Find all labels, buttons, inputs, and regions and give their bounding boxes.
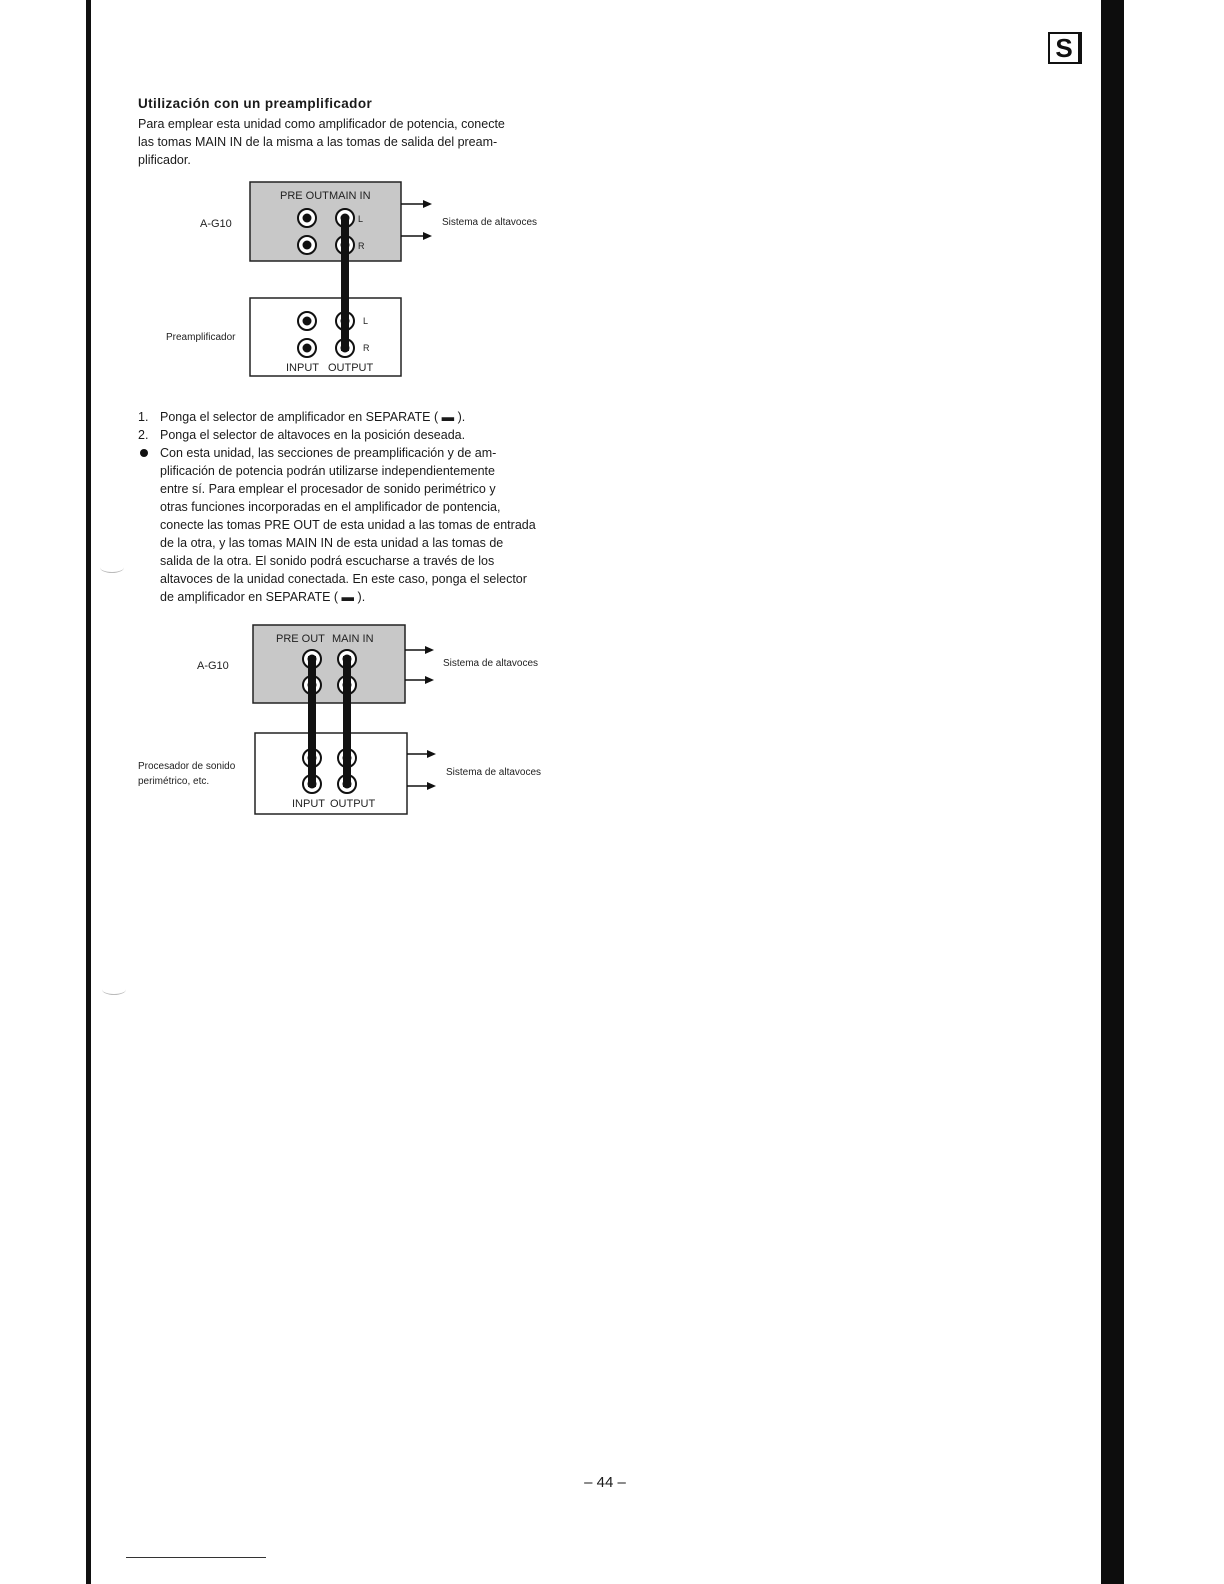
page-number: – 44 –	[584, 1474, 626, 1491]
bullet-icon	[140, 449, 148, 457]
section-heading: Utilización con un preamplificador	[138, 96, 373, 111]
instruction-list	[138, 408, 578, 606]
intro-paragraph	[138, 115, 568, 169]
speaker-output-arrow-icon	[407, 782, 436, 790]
pre-out-jack-l-icon	[298, 209, 316, 227]
punch-hole-mark	[100, 562, 124, 573]
note-line: plificación de potencia podrán utilizarse independientemente	[160, 464, 495, 478]
channel-r-label: R	[363, 343, 370, 353]
a-g10-label: A-G10	[197, 660, 229, 672]
diagram-preamp-connection	[130, 176, 570, 386]
main-in-label: MAIN IN	[329, 190, 371, 202]
scan-edge-left	[86, 0, 91, 1584]
footer-rule	[126, 1557, 266, 1558]
input-jack-r-icon	[298, 339, 316, 357]
note-line: conecte las tomas PRE OUT de esta unidad a las tomas de entrada	[160, 518, 536, 532]
input-label: INPUT	[292, 798, 325, 810]
note-line: otras funciones incorporadas en el amplificador de pontencia,	[160, 500, 501, 514]
note-line: entre sí. Para emplear el procesador de sonido perimétrico y	[160, 482, 496, 496]
speaker-system-label: Sistema de altavoces	[446, 767, 542, 778]
note-line: Con esta unidad, las secciones de preamplificación y de am-	[160, 446, 497, 460]
pre-out-label: PRE OUT	[280, 190, 329, 202]
connection-cable	[308, 656, 316, 787]
speaker-system-label: Sistema de altavoces	[442, 217, 538, 228]
language-badge: S	[1048, 32, 1082, 64]
speaker-output-arrow-icon	[405, 676, 434, 684]
intro-line: plificador.	[138, 153, 191, 167]
preamp-panel	[250, 298, 401, 376]
intro-line: Para emplear esta unidad como amplificador de potencia, conecte	[138, 117, 505, 131]
input-label: INPUT	[286, 362, 319, 374]
processor-label: Procesador de sonido	[138, 761, 236, 772]
pre-out-label: PRE OUT	[276, 633, 325, 645]
note-line: de amplificador en SEPARATE ( ▬ ).	[160, 590, 366, 604]
step-item	[138, 408, 578, 426]
punch-hole-mark	[102, 984, 126, 995]
output-label: OUTPUT	[328, 362, 374, 374]
input-jack-l-icon	[298, 312, 316, 330]
step-text: Ponga el selector de altavoces en la posición deseada.	[160, 428, 466, 442]
step-number: 2.	[138, 428, 149, 442]
speaker-system-label: Sistema de altavoces	[443, 658, 539, 669]
speaker-output-arrow-icon	[401, 232, 432, 240]
note-line: de la otra, y las tomas MAIN IN de esta unidad a las tomas de	[160, 536, 504, 550]
step-item	[138, 426, 578, 444]
pre-out-jack-r-icon	[298, 236, 316, 254]
note-line: salida de la otra. El sonido podrá escucharse a través de los	[160, 554, 495, 568]
diagram-processor-connection	[130, 620, 570, 820]
channel-l-label: L	[358, 214, 364, 224]
connection-cable	[341, 216, 349, 351]
processor-label: perimétrico, etc.	[138, 776, 210, 787]
step-text: Ponga el selector de amplificador en SEPARATE ( ▬ ).	[160, 410, 466, 424]
scan-edge-right	[1101, 0, 1124, 1584]
note-item	[138, 444, 578, 606]
speaker-output-arrow-icon	[407, 750, 436, 758]
channel-l-label: L	[363, 316, 369, 326]
channel-r-label: R	[358, 241, 365, 251]
main-in-label: MAIN IN	[332, 633, 374, 645]
a-g10-label: A-G10	[200, 218, 232, 230]
step-number: 1.	[138, 410, 149, 424]
preamp-label: Preamplificador	[166, 332, 236, 343]
note-line: altavoces de la unidad conectada. En este caso, ponga el selector	[160, 572, 527, 586]
intro-line: las tomas MAIN IN de la misma a las tomas de salida del pream-	[138, 135, 498, 149]
connection-cable	[343, 656, 351, 787]
speaker-output-arrow-icon	[401, 200, 432, 208]
output-label: OUTPUT	[330, 798, 376, 810]
speaker-output-arrow-icon	[405, 646, 434, 654]
